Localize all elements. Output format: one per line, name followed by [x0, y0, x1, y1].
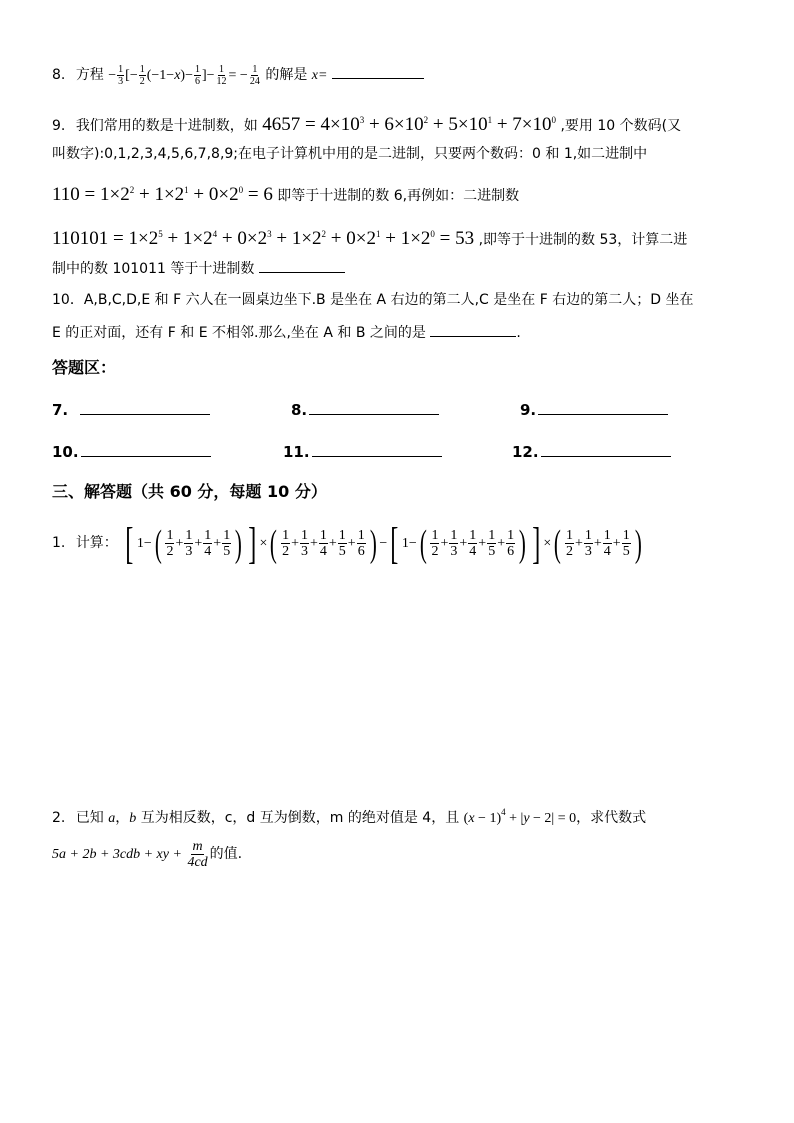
question-text: .: [516, 325, 521, 341]
answer-blank[interactable]: [312, 440, 442, 457]
answer-slot-7[interactable]: [52, 398, 210, 419]
answer-blank[interactable]: [259, 258, 345, 273]
answer-blank[interactable]: [541, 440, 671, 457]
answer-slot-10[interactable]: [52, 440, 211, 461]
algebraic-expression: 5a + 2b + 3cdb + xy + $\frac{m}{4cd}$: [52, 839, 208, 871]
problem-label: 计算：: [75, 535, 118, 551]
question-8: [52, 64, 424, 87]
question-9-line-1: [52, 110, 681, 136]
binary-example-110101: $110101 = 1\times 2^5 + 1\times 2^4 + 0\times 2^3 + 1\times 2^2 + 0\times 2^1 + 1\times 2^0 = 53$: [52, 228, 475, 249]
problem-text: 互为相反数，c，d 互为倒数，m 的绝对值是 4，且: [140, 810, 460, 826]
answer-blank[interactable]: [309, 398, 439, 415]
answer-blank[interactable]: [430, 322, 516, 337]
answer-label: 11.: [283, 443, 310, 461]
variable-b: b: [129, 811, 137, 826]
question-10-line-2: [52, 322, 521, 343]
question-10-line-1: [52, 290, 693, 310]
question-text: 我们常用的数是十进制数，如: [75, 118, 258, 134]
problem-number: 1.: [52, 535, 66, 551]
answer-blank[interactable]: [80, 398, 210, 415]
problem-text: 的值.: [209, 846, 243, 862]
answer-slot-12[interactable]: [512, 440, 671, 461]
question-9-line-5: [52, 258, 345, 279]
problem-2-line-2: [52, 838, 242, 871]
answer-label: 10.: [52, 443, 79, 461]
question-text: E 的正对面，还有 F 和 E 不相邻.那么,坐在 A 和 B 之间的是: [52, 325, 426, 341]
question-9-line-3: [52, 180, 519, 206]
binary-example-110: $110 = 1\times 2^2 + 1\times 2^1 + 0\times 2^0 = 6$: [52, 184, 273, 205]
answer-blank[interactable]: [538, 398, 668, 415]
problem-2-line-1: 2. 已知 a，b 互为相反数，c，d 互为倒数，m 的绝对值是 4，且 $(x - 1)^4 + |y - 2| = 0$，求代数式: [52, 807, 647, 826]
answer-area-title: 答题区：: [52, 358, 117, 377]
problem-number: 2.: [52, 810, 66, 826]
answer-slot-9[interactable]: [520, 398, 668, 419]
question-text: ,即等于十进制的数 53，计算二进: [478, 232, 688, 248]
problem-1-expression: [ 1−( $\frac{1}{2}$ + $\frac{1}{3}$ + $\frac{1}{4}$ + $\frac{1}{5}$ ) ] ×( $\frac{1}{2}$ + $\frac{1}{3}$ + $\frac{1}{4}$ + $\frac{1}{5}$ + $\frac{1}{6}$ ) −[ 1−( $\frac{1}{2}$ + $\frac{1}{3}$ + $\frac{1}{4}$ + $\frac{1}{5}$ + $\frac{1}{6}$ ) ] ×( $\frac{1}{2}$ + $\frac{1}{3}$ + $\frac{1}{4}$ + $\frac{1}{5}$ ): [125, 518, 642, 568]
question-text: 的解是: [265, 67, 308, 83]
question-9-line-2: [52, 144, 647, 164]
question-text: 叫数字):0,1,2,3,4,5,6,7,8,9;在电子计算机中用的是二进制，只要两个数码：0 和 1,如二进制中: [52, 146, 648, 162]
answer-slot-8[interactable]: [291, 398, 439, 419]
question-text: ,要用 10 个数码(又: [560, 118, 682, 134]
problem-1: [52, 518, 644, 568]
problem-text: ，求代数式: [576, 810, 647, 826]
section-3-title: 三、解答题（共 60 分，每题 10 分）: [52, 482, 327, 501]
answer-label: 12.: [512, 443, 539, 461]
equation: − $\frac{1}{3}$ [− $\frac{1}{2}$ (−1−x)− $\frac{1}{6}$ ]− $\frac{1}{12}$ = − $\frac{1}{24}$: [108, 64, 260, 88]
question-9-line-4: [52, 224, 687, 250]
decimal-example: $4657 = 4\times 10^3 + 6\times 10^2 + 5\times 10^1 + 7\times 10^0$: [262, 114, 557, 135]
question-text: 制中的数 101011 等于十进制数: [52, 261, 255, 277]
answer-label: 9.: [520, 401, 537, 419]
answer-blank[interactable]: [81, 440, 211, 457]
answer-blank[interactable]: [332, 64, 424, 79]
answer-label: 7.: [52, 401, 69, 419]
condition-expression: $(x - 1)^4 + |y - 2| = 0$: [463, 807, 577, 826]
answer-slot-11[interactable]: [283, 440, 442, 461]
problem-text: 已知: [75, 810, 104, 826]
question-number: 8.: [52, 67, 66, 83]
question-text: 即等于十进制的数 6,再例如：二进制数: [277, 188, 520, 204]
question-number: 9.: [52, 118, 66, 134]
question-text: 10．A,B,C,D,E 和 F 六人在一圆桌边坐下.B 是坐在 A 右边的第二人,C 是坐在 F 右边的第二人；D 坐在: [52, 292, 694, 308]
answer-label: 8.: [291, 401, 308, 419]
question-text: 方程: [75, 67, 104, 83]
variables-ab: a: [108, 811, 116, 826]
variable: x=: [311, 68, 328, 83]
